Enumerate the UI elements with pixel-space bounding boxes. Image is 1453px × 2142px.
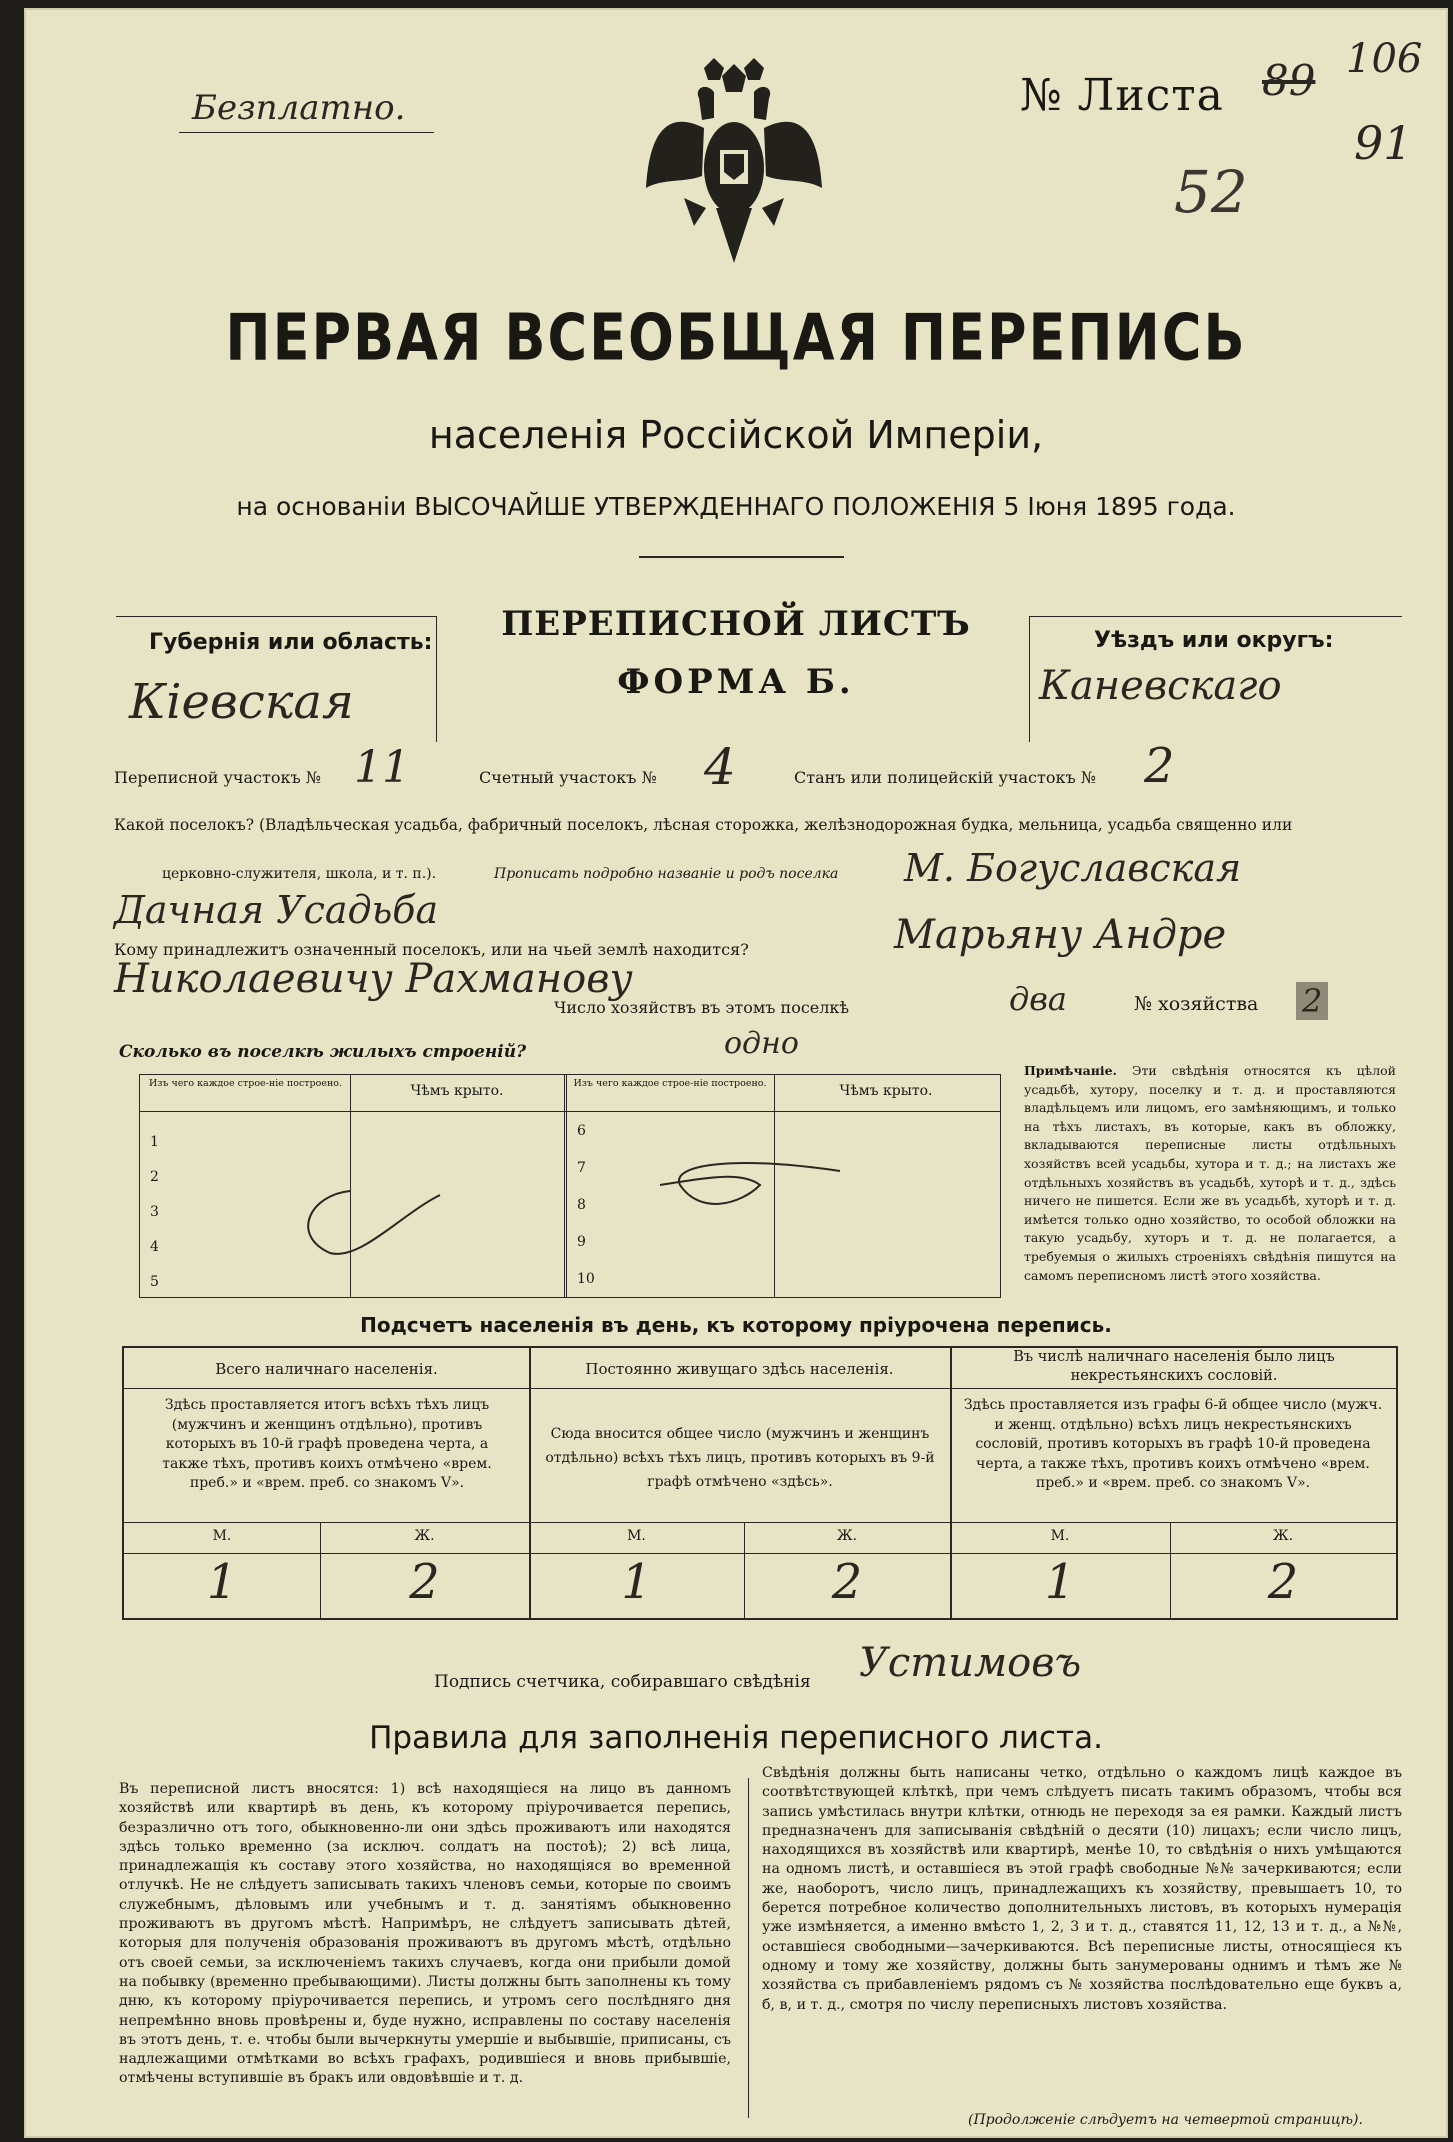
main-title: ПЕРВАЯ ВСЕОБЩАЯ ПЕРЕПИСЬ: [225, 300, 1247, 375]
rules-continued: (Продолженіе слѣдуетъ на четвертой страницѣ).: [968, 2112, 1363, 2128]
signature-value: Устимовъ: [859, 1640, 1082, 1686]
households-value: два: [1009, 980, 1067, 1018]
col-roof-header-2: Чѣмъ крыто.: [839, 1083, 933, 1099]
total-female-value: 2: [409, 1554, 440, 1610]
m-label: М.: [212, 1528, 232, 1544]
count-district-value: 4: [704, 738, 736, 796]
settlement-label: Какой поселокъ? (Владѣльческая усадьба, фабричный поселокъ, лѣсная сторожка, желѣзнодорожная будка, мельница, усадьба священно или: [114, 816, 1293, 834]
note-block: [1024, 1062, 1396, 1285]
count-district-label: Счетный участокъ №: [479, 768, 657, 787]
settlement-value-2: Дачная Усадьба: [114, 888, 439, 932]
gubernia-label: Губернія или область:: [149, 630, 433, 655]
row-number: 2: [150, 1169, 159, 1185]
buildings-table: [139, 1074, 1001, 1298]
imperial-eagle-emblem: [644, 58, 824, 273]
col3-text: Здѣсь проставляется изъ графы 6-й общее число (мужч. и женщ. отдѣльно) всѣхъ лицъ некрестьянскихъ сословій, противъ которыхъ въ графѣ 10-й проведена черта, а также тѣхъ, противъ коихъ отмѣчено «врем. преб.» и «врем. преб. со знакомъ V».: [963, 1397, 1383, 1491]
row-number: 9: [577, 1234, 586, 1250]
basis-line: на основаніи ВЫСОЧАЙШЕ УТВЕРЖДЕННАГО ПОЛОЖЕНІЯ 5 Іюня 1895 года.: [236, 492, 1236, 521]
stan-label: Станъ или полицейскій участокъ №: [794, 768, 1096, 787]
settlement-value: М. Богуславская: [904, 846, 1242, 890]
row-number: 7: [577, 1160, 586, 1176]
sheet-number-struck: 89: [1262, 56, 1316, 105]
col-material-header-2: Изъ чего каждое строе-ніе построено.: [573, 1078, 767, 1089]
buildings-value: одно: [724, 1026, 799, 1061]
form-title: ПЕРЕПИСНОЙ ЛИСТЪ: [501, 604, 971, 644]
bleed-through-text: [94, 138, 454, 298]
rules-divider: [748, 1778, 749, 2118]
row-number: 5: [150, 1274, 159, 1290]
subtitle: населенія Россійской Имперіи,: [428, 413, 1044, 457]
owner-value-2: Николаевичу Рахманову: [114, 956, 633, 1002]
col2-title: Постоянно живущаго здѣсь населенія.: [585, 1360, 894, 1378]
owner-label: Кому принадлежитъ означенный поселокъ, или на чьей землѣ находится?: [114, 940, 749, 959]
census-sheet: [24, 8, 1448, 2138]
col1-title: Всего наличнаго населенія.: [215, 1360, 438, 1378]
total-male-value: 1: [206, 1554, 238, 1610]
f-label: Ж.: [1272, 1528, 1294, 1544]
col1-text: Здѣсь проставляется итогъ всѣхъ тѣхъ лицъ (мужчинъ и женщинъ отдѣльно), противъ которыхъ въ 10-й графѣ проведена черта, а также тѣхъ, противъ коихъ отмѣчено «врем. преб.» и «врем. преб. со знакомъ V».: [162, 1397, 492, 1491]
permanent-male-value: 1: [621, 1554, 652, 1610]
free-label: Безплатно.: [192, 88, 406, 128]
title-rule: [639, 556, 844, 558]
uezd-value: Каневскаго: [1039, 663, 1282, 709]
f-label: Ж.: [836, 1528, 858, 1544]
population-table: [122, 1346, 1398, 1620]
header-rule: [179, 132, 434, 133]
note-text: Эти свѣдѣнія относятся къ цѣлой усадьбѣ, хутору, поселку и т. д. и проставляются владѣльцемъ или лицомъ, его замѣняющимъ, и только на тѣхъ листахъ, въ которые, какъ въ обложку, вкладываются переписные листы отдѣльныхъ хозяйствъ всей усадьбы, хутора и т. д.; на листахъ же отдѣльныхъ хозяйствъ въ усадьбѣ, хуторѣ и т. д., здѣсь ничего не пишется. Если же въ усадьбѣ, хуторѣ и т. д. имѣется только одно хозяйство, то особой обложки на такую усадьбу, хуторъ и т. д. не полагается, а требуемыя о жилыхъ строеніяхъ свѣдѣнія пишутся на самомъ переписномъ листѣ этого хозяйства.: [1024, 1063, 1396, 1283]
note-heading: Примѣчаніе.: [1024, 1063, 1117, 1078]
buildings-label: Сколько въ поселкѣ жилыхъ строеній?: [119, 1042, 527, 1062]
rules-left: Въ переписной листъ вносятся: 1) всѣ находящіеся на лицо въ данномъ хозяйствѣ или квартирѣ въ день, къ которому пріурочивается перепись, безразлично отъ того, обыкновенно-ли они здѣсь проживаютъ или находятся здѣсь только временно (за исключ. солдатъ на постоѣ); 2) всѣ лица, принадлежащія къ составу этого хозяйства, но находящіяся во временной отлучкѣ. Не не слѣдуетъ записывать такихъ членовъ семьи, которые по своимъ служебнымъ, дѣловымъ или учебнымъ и т. д. занятіямъ обыкновенно проживаютъ въ другомъ мѣстѣ. Напримѣръ, не слѣдуетъ записывать дѣтей, которыя для полученія образованія проживаютъ въ другомъ мѣстѣ, отдѣльно отъ своей семьи, за исключеніемъ такихъ случаевъ, когда они прибыли домой на побывку (временно пребывающими). Листы должны быть заполнены къ тому дню, къ которому пріурочивается перепись, и утромъ сего послѣдняго дня непремѣнно вновь провѣрены и, буде нужно, исправлены по составу населенія въ этотъ день, т. е. чтобы были вычеркнуты умершіе и выбывшіе, приписаны, съ надлежащими отмѣтками во всѣхъ графахъ, родившіеся и вновь прибывшіе, отмѣчены вступившіе въ бракъ или овдовѣвшіе и т. д.: [119, 1781, 731, 2087]
row-number: 1: [150, 1134, 159, 1150]
census-district-value: 11: [354, 742, 410, 793]
row-number: 3: [150, 1204, 159, 1220]
rules-heading: Правила для заполненія переписного листа.: [369, 1720, 1103, 1756]
m-label: М.: [1050, 1528, 1070, 1544]
owner-value: Марьяну Андре: [894, 912, 1227, 958]
rules-right: Свѣдѣнія должны быть написаны четко, отдѣльно о каждомъ лицѣ каждое въ соотвѣтствующей клѣткѣ, при чемъ слѣдуетъ писать такимъ образомъ, чтобы вся запись умѣстилась внутри клѣтки, отнюдь не переходя за ея рамки. Каждый листъ предназначенъ для записыванія свѣдѣній о десяти (10) лицахъ; если число лицъ, находящихся въ хозяйствѣ или квартирѣ, менѣе 10, то свѣдѣнія о нихъ умѣщаются на одномъ листѣ, и оставшіеся въ этой графѣ свободные №№ зачеркиваются; если же, наоборотъ, число лицъ, принадлежащихъ къ хозяйству, превышаетъ 10, то берется потребное количество дополнительныхъ листовъ, въ которыхъ нумерація уже измѣняется, а именно вмѣсто 1, 2, 3 и т. д., ставятся 11, 12, 13 и т. д., а №№, оставшіеся свободными—зачеркиваются. Всѣ переписные листы, относящіеся къ одному и тому же хозяйству, должны быть занумерованы однимъ и тѣмъ же № хозяйства съ прибавленіемъ рядомъ съ № хозяйства послѣдовательно еще буквъ а, б, в, и т. д., смотря по числу переписныхъ листовъ хозяйства.: [762, 1765, 1402, 2013]
col3-title: Въ числѣ наличнаго населенія было лицъ некрестьянскихъ сословій.: [1013, 1349, 1335, 1384]
row-number: 4: [150, 1239, 159, 1255]
permanent-female-value: 2: [831, 1554, 863, 1610]
strike-out-marks: [140, 1075, 1000, 1297]
col2-text: Сюда вносится общее число (мужчинъ и женщинъ отдѣльно) всѣхъ тѣхъ лицъ, противъ которыхъ въ 9-й графѣ отмѣчено «здѣсь».: [545, 1426, 935, 1490]
settlement-note: Прописать подробно названіе и родъ поселка: [494, 866, 839, 882]
sheet-number-handwritten-3: 52: [1174, 158, 1248, 226]
nonpeasant-female-value: 2: [1267, 1554, 1299, 1610]
col-roof-header: Чѣмъ крыто.: [410, 1083, 504, 1099]
population-heading: Подсчетъ населенія въ день, къ которому пріурочена перепись.: [360, 1313, 1112, 1337]
sheet-number-handwritten-2: 91: [1354, 116, 1413, 170]
f-label: Ж.: [414, 1528, 435, 1544]
row-number: 10: [577, 1271, 595, 1287]
gubernia-value: Кіевская: [129, 674, 354, 730]
household-no-label: № хозяйства: [1134, 993, 1259, 1015]
stan-value: 2: [1144, 738, 1175, 794]
settlement-label-2: церковно-служителя, школа, и т. п.).: [162, 866, 437, 882]
nonpeasant-male-value: 1: [1044, 1554, 1076, 1610]
signature-label: Подпись счетчика, собиравшаго свѣдѣнія: [434, 1672, 811, 1692]
row-number: 8: [577, 1197, 586, 1213]
sheet-number-label: № Листа: [1020, 70, 1224, 121]
household-no-value: 2: [1296, 982, 1328, 1020]
form-letter: ФОРМА Б.: [617, 662, 855, 702]
col-material-header: Изъ чего каждое строе-ніе построено.: [148, 1078, 343, 1089]
uezd-label: Уѣздъ или округъ:: [1094, 628, 1334, 653]
sheet-number-handwritten: 106: [1346, 36, 1423, 82]
row-number: 6: [577, 1123, 586, 1139]
m-label: М.: [627, 1528, 646, 1544]
census-district-label: Переписной участокъ №: [114, 768, 321, 787]
households-label: Число хозяйствъ въ этомъ поселкѣ: [554, 998, 850, 1017]
